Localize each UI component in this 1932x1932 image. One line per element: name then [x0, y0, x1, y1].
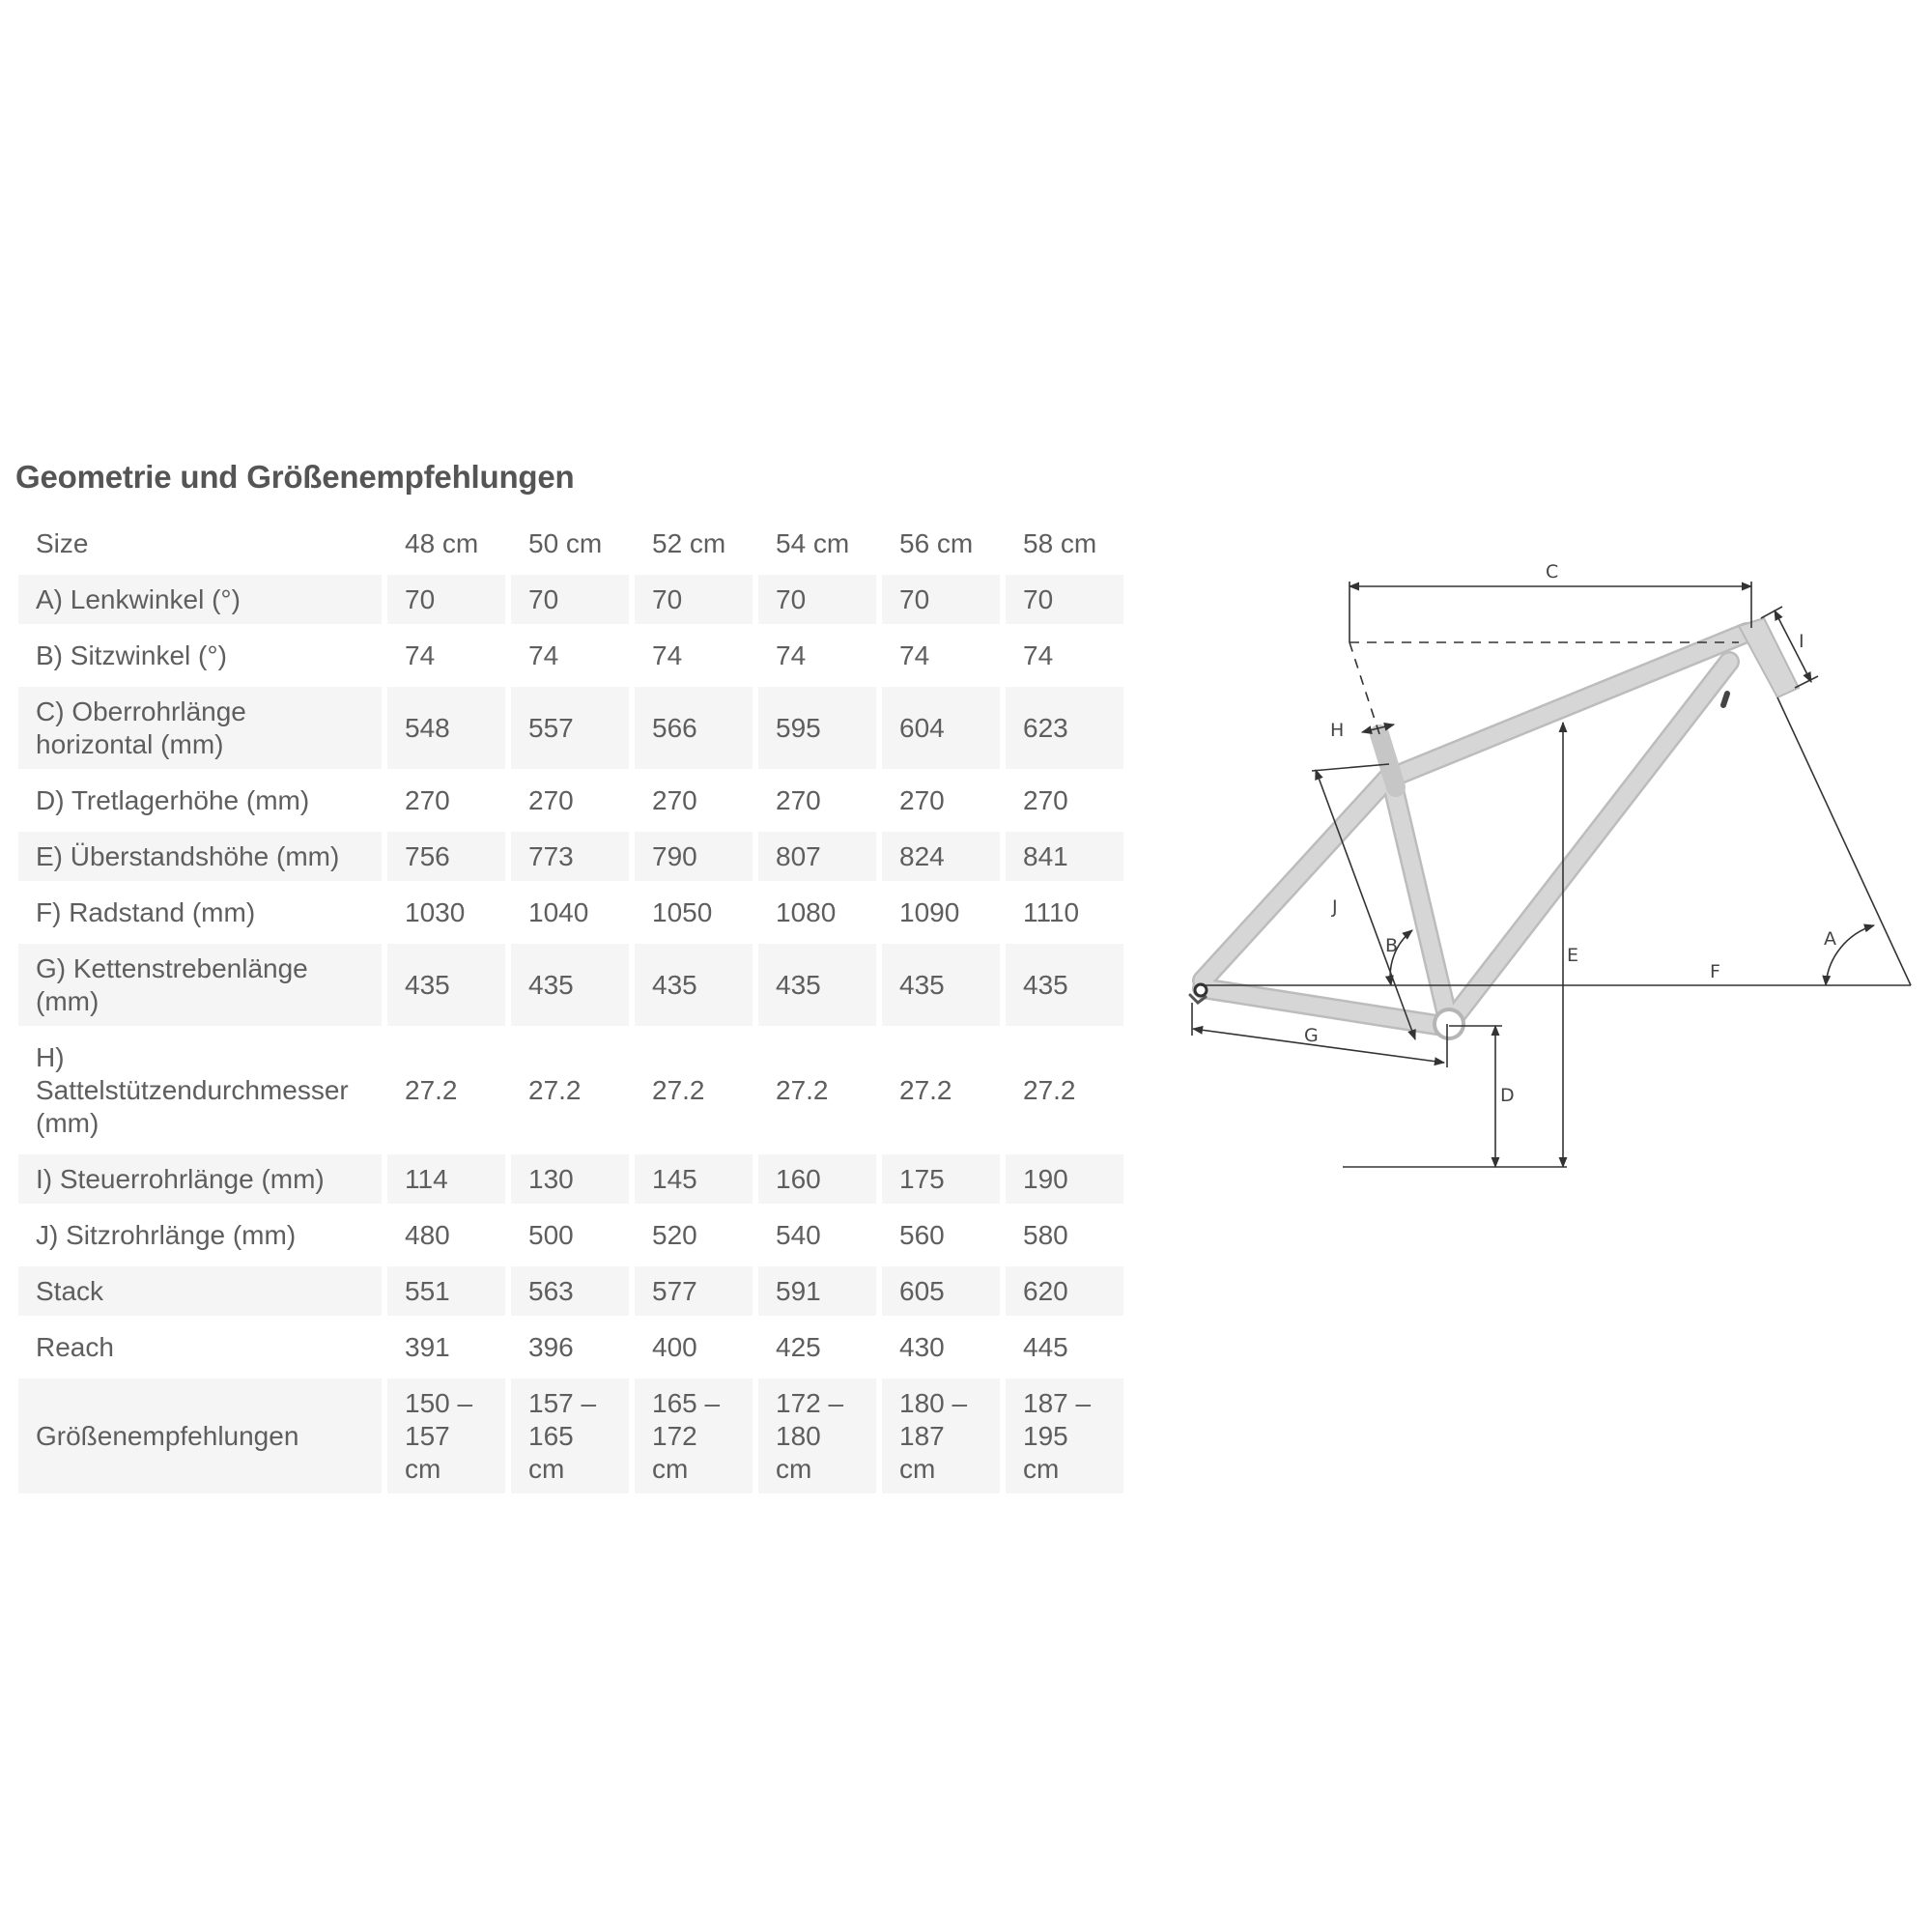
table-cell: 1030 [405, 896, 466, 927]
label-f: F [1710, 961, 1720, 982]
table-cell: 74 [652, 639, 683, 670]
table-cell: 435 [387, 944, 505, 1026]
table-cell: 560 [899, 1219, 945, 1250]
label-h: H [1330, 720, 1345, 741]
header-cell: 50 cm [528, 527, 603, 558]
table-cell: 391 [405, 1331, 450, 1362]
table-cell: 623 [1006, 687, 1123, 769]
table-cell: 74 [899, 639, 930, 670]
table-cell: 520 [652, 1219, 697, 1250]
table-cell: 270 [776, 784, 821, 815]
header-cell: 52 cm [652, 527, 726, 558]
table-cell: 270 [899, 784, 945, 815]
table-cell: 435 [635, 944, 753, 1026]
table-cell: 70 [387, 575, 505, 624]
table-cell: 74 [528, 639, 559, 670]
label-i: I [1799, 631, 1804, 652]
table-cell: 577 [635, 1266, 753, 1316]
table-cell: 435 [758, 944, 876, 1026]
header-cell: 48 cm [405, 527, 479, 558]
row-label: Reach [36, 1331, 114, 1362]
row-label: G) Kettenstrebenlänge (mm) [18, 944, 382, 1026]
table-row [18, 575, 1123, 624]
table-cell: 548 [387, 687, 505, 769]
row-label: B) Sitzwinkel (°) [36, 639, 227, 670]
table-row [18, 1322, 1123, 1372]
row-label: D) Tretlagerhöhe (mm) [36, 784, 310, 815]
row-label: Stack [18, 1266, 382, 1316]
table-cell: 425 [776, 1331, 821, 1362]
table-cell: 620 [1006, 1266, 1123, 1316]
table-cell: 270 [1023, 784, 1068, 815]
header-cell: 56 cm [899, 527, 974, 558]
table-cell: 74 [405, 639, 436, 670]
table-header-row [18, 519, 1123, 568]
table-row [18, 944, 1123, 1026]
geometry-table [13, 512, 1129, 1500]
table-cell: 566 [635, 687, 753, 769]
table-cell: 580 [1023, 1219, 1068, 1250]
table-cell: 557 [511, 687, 629, 769]
table-row [18, 776, 1123, 825]
row-label: A) Lenkwinkel (°) [18, 575, 382, 624]
table-cell: 190 [1006, 1154, 1123, 1204]
row-label: H) Sattelstützendurchmesser (mm) [36, 1041, 349, 1138]
table-cell: 160 [758, 1154, 876, 1204]
table-cell: 74 [776, 639, 807, 670]
table-cell: 74 [1023, 639, 1054, 670]
table-cell: 157 – 165 cm [511, 1378, 629, 1493]
table-cell: 1110 [1023, 896, 1080, 927]
table-cell: 270 [652, 784, 697, 815]
table-cell: 595 [758, 687, 876, 769]
table-cell: 175 [882, 1154, 1000, 1204]
table-cell: 27.2 [652, 1074, 705, 1105]
table-cell: 70 [882, 575, 1000, 624]
table-cell: 1090 [899, 896, 960, 927]
table-cell: 756 [387, 832, 505, 881]
table-cell: 480 [405, 1219, 450, 1250]
table-cell: 540 [776, 1219, 821, 1250]
label-j: J [1332, 896, 1338, 918]
row-label: Größenempfehlungen [18, 1378, 382, 1493]
page-title: Geometrie und Größenempfehlungen [15, 459, 575, 495]
table-cell: 841 [1006, 832, 1123, 881]
table-cell: 500 [528, 1219, 574, 1250]
table-cell: 605 [882, 1266, 1000, 1316]
table-cell: 145 [635, 1154, 753, 1204]
table-row [18, 888, 1123, 937]
table-cell: 27.2 [899, 1074, 952, 1105]
row-label: E) Überstandshöhe (mm) [18, 832, 382, 881]
table-cell: 270 [405, 784, 450, 815]
table-cell: 563 [511, 1266, 629, 1316]
table-cell: 435 [882, 944, 1000, 1026]
label-e: E [1567, 945, 1579, 966]
table-row [18, 687, 1123, 769]
table-cell: 435 [1006, 944, 1123, 1026]
header-cell: 58 cm [1023, 527, 1097, 558]
table-cell: 70 [758, 575, 876, 624]
table-cell: 150 – 157 cm [387, 1378, 505, 1493]
table-cell: 445 [1023, 1331, 1068, 1362]
table-cell: 435 [511, 944, 629, 1026]
table-row [18, 832, 1123, 881]
table-cell: 187 – 195 cm [1006, 1378, 1123, 1493]
table-cell: 114 [387, 1154, 505, 1204]
table-row [18, 1210, 1123, 1260]
row-label: C) Oberrohrlänge horizontal (mm) [18, 687, 382, 769]
table-cell: 790 [635, 832, 753, 881]
table-cell: 773 [511, 832, 629, 881]
table-cell: 172 – 180 cm [758, 1378, 876, 1493]
table-cell: 591 [758, 1266, 876, 1316]
label-b: B [1385, 935, 1399, 956]
table-cell: 824 [882, 832, 1000, 881]
table-cell: 27.2 [528, 1074, 582, 1105]
bike-frame [1190, 618, 1799, 1038]
table-cell: 180 – 187 cm [882, 1378, 1000, 1493]
table-cell: 165 – 172 cm [635, 1378, 753, 1493]
table-cell: 1040 [528, 896, 589, 927]
table-cell: 70 [635, 575, 753, 624]
label-g: G [1304, 1025, 1319, 1046]
table-cell: 807 [758, 832, 876, 881]
table-cell: 430 [899, 1331, 945, 1362]
table-cell: 27.2 [776, 1074, 829, 1105]
table-row [18, 631, 1123, 680]
table-row [18, 1266, 1123, 1316]
table-row [18, 1154, 1123, 1204]
table-row [18, 1033, 1123, 1148]
label-a: A [1824, 928, 1836, 950]
table-cell: 400 [652, 1331, 697, 1362]
header-cell: 54 cm [776, 527, 850, 558]
table-cell: 604 [882, 687, 1000, 769]
table-cell: 70 [1006, 575, 1123, 624]
table-cell: 70 [511, 575, 629, 624]
table-cell: 130 [511, 1154, 629, 1204]
row-label: I) Steuerrohrlänge (mm) [18, 1154, 382, 1204]
table-cell: 1080 [776, 896, 837, 927]
table-cell: 27.2 [405, 1074, 458, 1105]
row-label: F) Radstand (mm) [36, 896, 256, 927]
label-d: D [1500, 1085, 1515, 1106]
frame-geometry-diagram [1164, 551, 1932, 1188]
table-cell: 551 [387, 1266, 505, 1316]
label-c: C [1546, 561, 1559, 582]
table-cell: 27.2 [1023, 1074, 1076, 1105]
table-cell: 396 [528, 1331, 574, 1362]
table-cell: 1050 [652, 896, 713, 927]
header-label: Size [36, 527, 89, 558]
table-cell: 270 [528, 784, 574, 815]
row-label: J) Sitzrohrlänge (mm) [36, 1219, 297, 1250]
table-row [18, 1378, 1123, 1493]
